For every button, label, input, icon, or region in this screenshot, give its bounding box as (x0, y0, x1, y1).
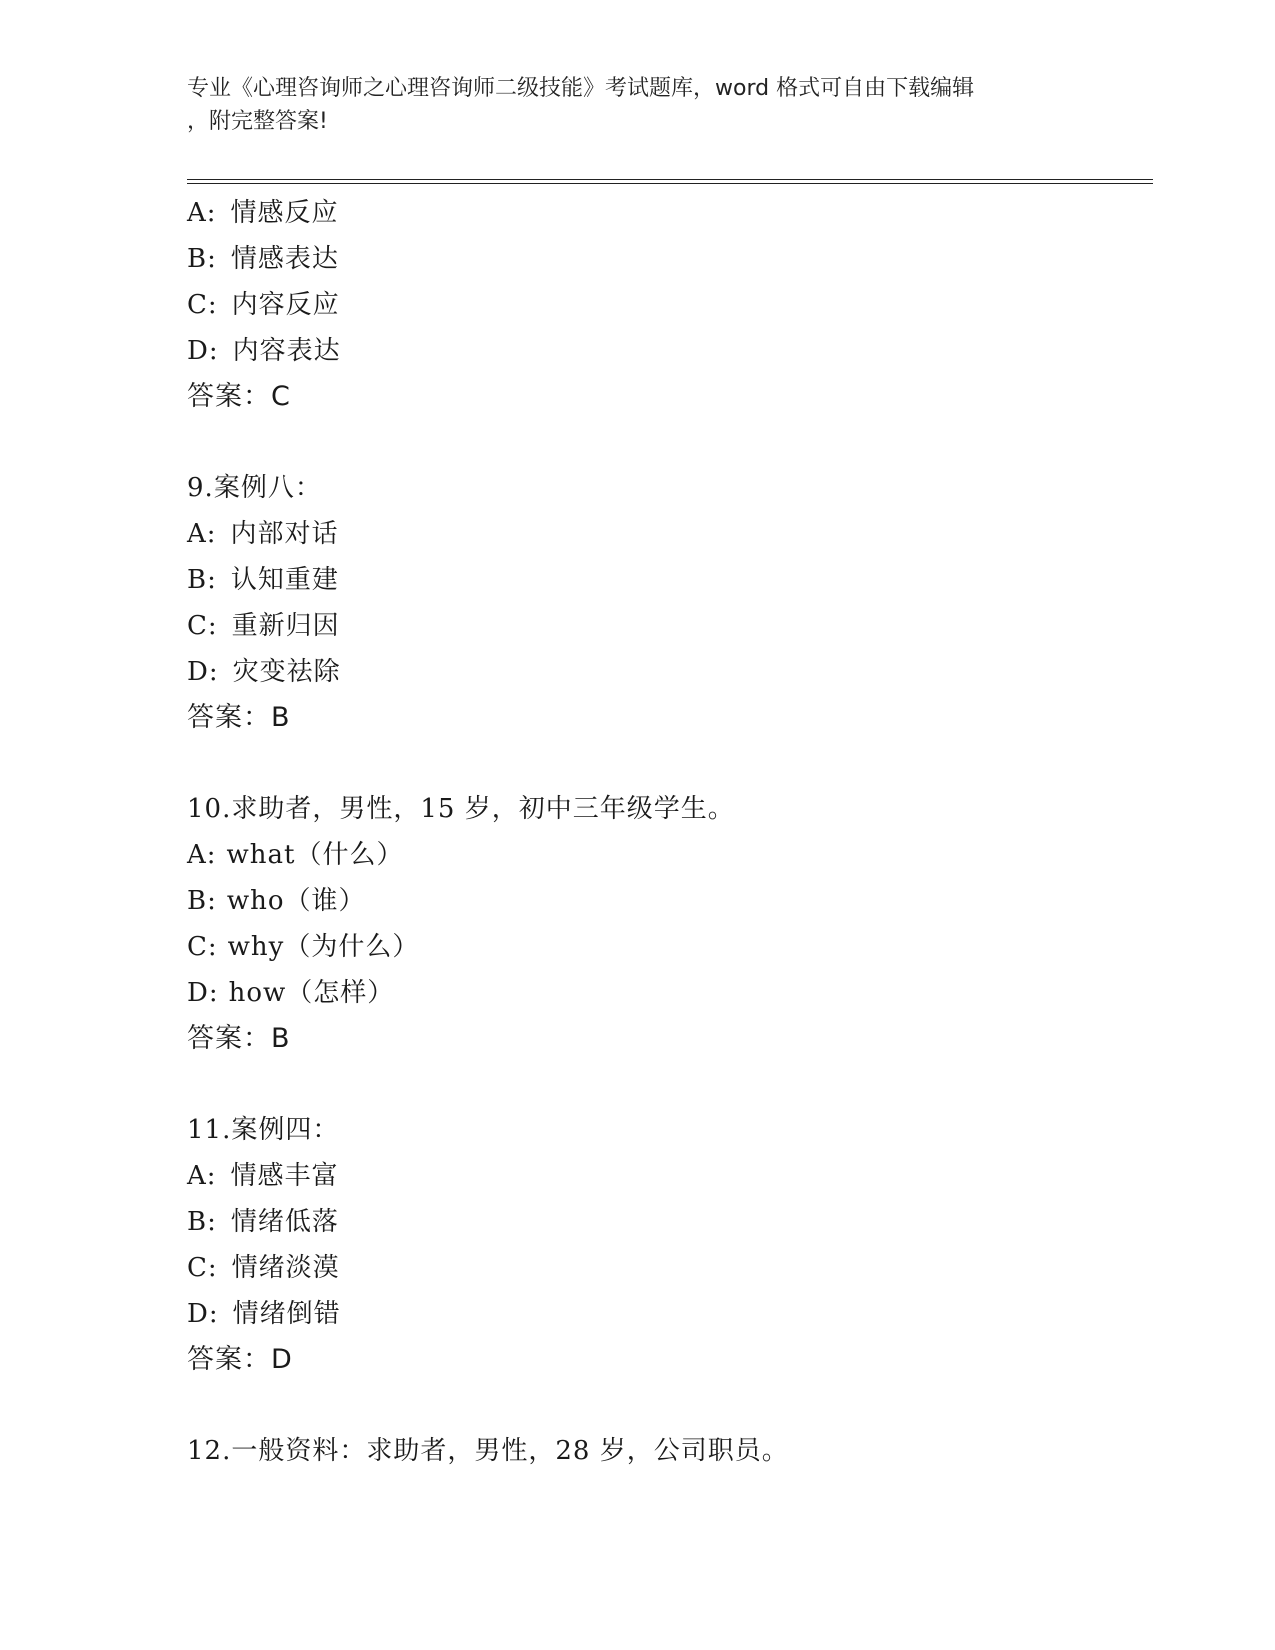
question-number: 11. (187, 1115, 232, 1145)
option-d (187, 1291, 1147, 1337)
option-text: 内容反应 (231, 290, 340, 320)
option-text: 情感反应 (230, 198, 339, 228)
question-block-8 (187, 190, 1147, 420)
option-text: 灾变祛除 (232, 657, 341, 687)
question-stem (187, 1107, 1147, 1153)
option-a (187, 511, 1147, 557)
header-line-1: 专业《心理咨询师之心理咨询师二级技能》考试题库，word 格式可自由下载编辑 (187, 76, 975, 101)
option-label: A: (187, 519, 217, 549)
document-body (187, 190, 1147, 1474)
option-text: 情感丰富 (230, 1161, 339, 1191)
option-text: 内部对话 (230, 519, 339, 549)
option-a (187, 1153, 1147, 1199)
option-text: 情感表达 (230, 244, 339, 274)
option-text: who（谁） (226, 886, 366, 916)
option-b (187, 236, 1147, 282)
question-stem (187, 465, 1147, 511)
option-label: A: (187, 198, 217, 228)
option-a (187, 190, 1147, 236)
option-text: 情绪低落 (230, 1207, 339, 1237)
header-line-2: ，附完整答案! (187, 109, 328, 134)
header-divider-bottom (187, 183, 1153, 184)
answer-line: 答案：C (187, 381, 291, 412)
option-label: D: (187, 657, 219, 687)
header-divider-top (187, 179, 1153, 180)
question-block-9 (187, 465, 1147, 741)
option-label: C: (187, 1253, 218, 1283)
option-a (187, 832, 1147, 878)
option-text: 情绪倒错 (232, 1299, 341, 1329)
option-label: A: (187, 1161, 217, 1191)
option-label: C: (187, 611, 218, 641)
question-number: 9. (187, 473, 214, 503)
question-number: 12. (187, 1436, 232, 1466)
option-b (187, 557, 1147, 603)
option-c (187, 924, 1147, 970)
option-label: D: (187, 336, 219, 366)
option-text: 情绪淡漠 (231, 1253, 340, 1283)
question-text: 一般资料：求助者，男性，28 岁，公司职员。 (231, 1436, 789, 1466)
question-number: 10. (187, 794, 232, 824)
option-text: why（为什么） (227, 932, 420, 962)
option-label: B: (187, 1207, 217, 1237)
question-block-12 (187, 1428, 1147, 1474)
question-stem (187, 1428, 1147, 1474)
option-label: C: (187, 290, 218, 320)
option-label: A: (187, 840, 217, 870)
document-header (187, 72, 1087, 138)
option-c (187, 1245, 1147, 1291)
option-text: 内容表达 (232, 336, 341, 366)
option-d (187, 328, 1147, 374)
answer-line: 答案：D (187, 1344, 293, 1375)
option-b (187, 1199, 1147, 1245)
question-text: 案例四： (231, 1115, 340, 1145)
answer-line: 答案：B (187, 1023, 291, 1054)
option-text: how（怎样） (228, 978, 395, 1008)
option-d (187, 649, 1147, 695)
option-d (187, 970, 1147, 1016)
option-c (187, 282, 1147, 328)
answer-line: 答案：B (187, 702, 291, 733)
option-label: B: (187, 244, 217, 274)
question-text: 求助者，男性，15 岁，初中三年级学生。 (231, 794, 735, 824)
option-b (187, 878, 1147, 924)
option-label: D: (187, 978, 219, 1008)
option-c (187, 603, 1147, 649)
question-text: 案例八： (213, 473, 322, 503)
option-text: 认知重建 (230, 565, 339, 595)
option-label: B: (187, 886, 217, 916)
option-label: C: (187, 932, 218, 962)
option-label: D: (187, 1299, 219, 1329)
question-stem (187, 786, 1147, 832)
option-text: 重新归因 (231, 611, 340, 641)
option-label: B: (187, 565, 217, 595)
question-block-10 (187, 786, 1147, 1062)
question-block-11 (187, 1107, 1147, 1383)
option-text: what（什么） (226, 840, 404, 870)
